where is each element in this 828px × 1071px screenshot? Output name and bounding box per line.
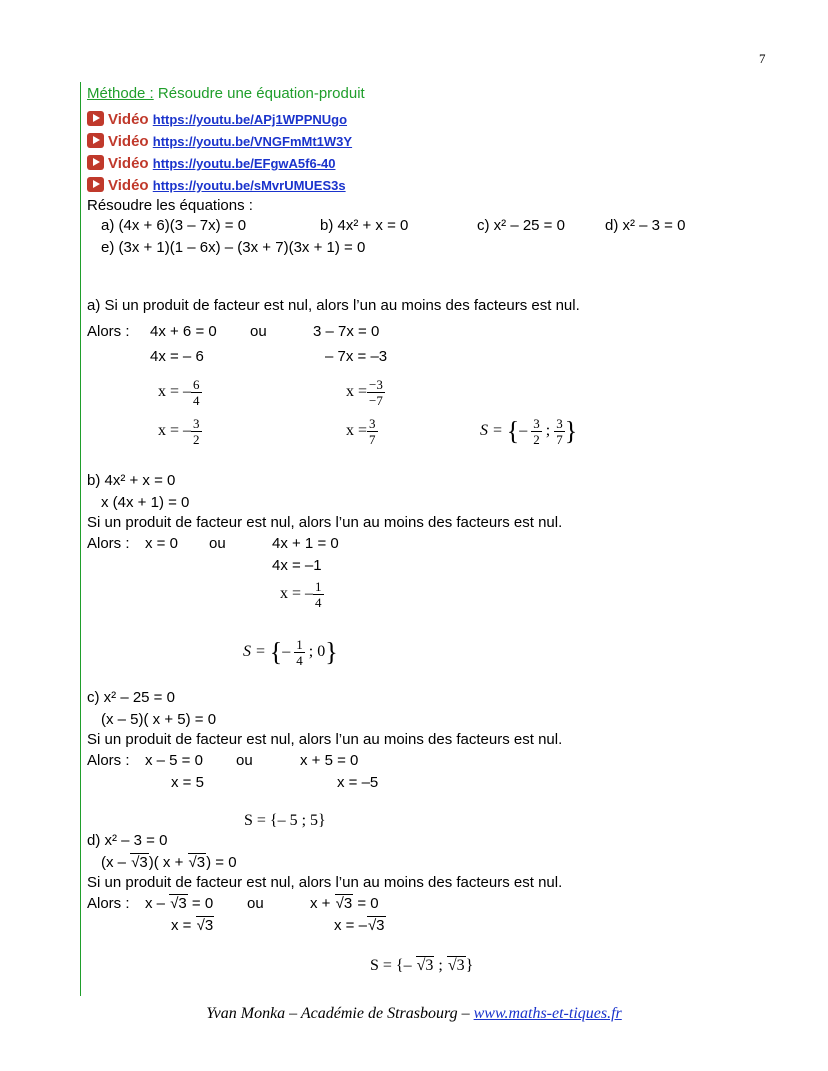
statement-d: d) x² – 3 = 0 — [605, 217, 686, 234]
c-right-1: x + 5 = 0 — [300, 752, 359, 769]
video-row-4[interactable] — [87, 177, 346, 195]
denominator: 2 — [193, 431, 200, 447]
brace-open-icon: { — [506, 416, 520, 446]
c-right-2: x = –5 — [337, 774, 379, 791]
play-icon — [87, 155, 104, 170]
d-right-2 — [334, 917, 386, 935]
fraction — [313, 579, 324, 610]
d-right-1-part: x + — [310, 895, 335, 912]
d-factored-part: (x – — [101, 854, 131, 871]
video-link-2[interactable]: https://youtu.be/VNGFmMt1W3Y — [152, 134, 353, 149]
minus-sign: – — [282, 643, 291, 660]
c-title: c) x² – 25 = 0 — [87, 689, 175, 706]
a-left-3 — [158, 372, 202, 412]
denominator: 4 — [315, 594, 322, 610]
d-factored-part: )( x + — [148, 854, 188, 871]
denominator: 4 — [296, 652, 303, 668]
play-icon — [87, 111, 104, 126]
d-right-2-part: x = – — [334, 917, 367, 934]
d-factored-part: ) = 0 — [206, 854, 237, 871]
denominator: 2 — [533, 431, 540, 447]
video-row-3[interactable] — [87, 155, 335, 173]
page-number: 7 — [759, 51, 766, 66]
denominator: 7 — [369, 431, 376, 447]
sqrt-three: √3 — [131, 854, 148, 871]
play-icon — [87, 133, 104, 148]
method-title: Résoudre une équation-produit — [157, 85, 365, 102]
footer-link[interactable]: www.maths-et-tiques.fr — [473, 1005, 622, 1022]
d-factored — [101, 854, 237, 872]
rule-c: Si un produit de facteur est nul, alors l’un au moins des facteurs est nul. — [87, 731, 563, 748]
method-heading — [87, 85, 365, 103]
alors-d: Alors : — [87, 895, 130, 912]
video-label: Vidéo — [108, 155, 149, 172]
b-right-3 — [280, 574, 324, 614]
video-label: Vidéo — [108, 177, 149, 194]
brace-open-icon: { — [269, 637, 283, 667]
b-right-2: 4x = –1 — [272, 557, 322, 574]
d-right-1-part: = 0 — [353, 895, 379, 912]
fraction — [367, 377, 385, 408]
solution-part: ; — [434, 957, 447, 974]
denominator: 7 — [556, 431, 563, 447]
minus-sign: – — [519, 422, 528, 439]
c-left-2: x = 5 — [171, 774, 204, 791]
d-right-1 — [310, 895, 379, 913]
numerator: 6 — [193, 376, 200, 392]
a-left-2: 4x = – 6 — [150, 348, 204, 365]
solution-part: S = {– — [370, 957, 416, 974]
video-row-2[interactable] — [87, 133, 352, 151]
video-link-3[interactable]: https://youtu.be/EFgwA5f6-40 — [152, 156, 336, 171]
sqrt-three: √3 — [170, 895, 187, 912]
sqrt-three: √3 — [367, 917, 385, 934]
a-left-4-label: x = – — [158, 422, 192, 439]
video-label: Vidéo — [108, 133, 149, 150]
video-row-1[interactable] — [87, 111, 347, 129]
d-title: d) x² – 3 = 0 — [87, 832, 168, 849]
b-right-1: 4x + 1 = 0 — [272, 535, 339, 552]
sqrt-three: √3 — [416, 957, 434, 974]
c-left-1: x – 5 = 0 — [145, 752, 203, 769]
or-d: ou — [247, 895, 264, 912]
b-right-3-label: x = – — [280, 585, 314, 602]
d-left-1-part: x – — [145, 895, 170, 912]
a-left-4 — [158, 411, 202, 451]
numerator: 3 — [533, 415, 540, 431]
numerator: 3 — [556, 415, 563, 431]
a-left-3-label: x = – — [158, 383, 192, 400]
solution-a — [480, 411, 577, 451]
video-label: Vidéo — [108, 111, 149, 128]
sqrt-three: √3 — [196, 917, 214, 934]
d-left-1-part: = 0 — [187, 895, 214, 912]
brace-close-icon: } — [564, 416, 578, 446]
a-left-1: 4x + 6 = 0 — [150, 323, 217, 340]
method-prefix: Méthode : — [87, 85, 154, 102]
a-right-4 — [346, 411, 378, 451]
statement-e: e) (3x + 1)(1 – 6x) – (3x + 7)(3x + 1) = 0 — [101, 239, 366, 256]
a-right-2: – 7x = –3 — [325, 348, 388, 365]
numerator: −3 — [369, 376, 383, 392]
or-b: ou — [209, 535, 226, 552]
b-left-1: x = 0 — [145, 535, 178, 552]
fraction — [294, 637, 305, 668]
a-right-3 — [346, 372, 385, 412]
solution-prefix: S = — [243, 643, 266, 660]
brace-close-icon: } — [325, 637, 338, 667]
sqrt-three: √3 — [447, 957, 465, 974]
numerator: 3 — [193, 415, 200, 431]
numerator: 1 — [315, 578, 322, 594]
d-left-1 — [145, 895, 213, 913]
statement-a: a) (4x + 6)(3 – 7x) = 0 — [101, 217, 247, 234]
fraction — [531, 416, 542, 447]
sqrt-three: √3 — [188, 854, 206, 871]
a-right-1: 3 – 7x = 0 — [313, 323, 380, 340]
solution-part: } — [465, 957, 474, 974]
fraction — [191, 377, 202, 408]
statement-b: b) 4x² + x = 0 — [320, 217, 409, 234]
fraction — [554, 416, 565, 447]
instruction: Résoudre les équations : — [87, 197, 253, 214]
numerator: 3 — [369, 415, 376, 431]
denominator: −7 — [369, 392, 383, 408]
margin-rule — [80, 82, 81, 996]
fraction — [191, 416, 202, 447]
a-right-4-label: x = — [346, 422, 368, 439]
separator: ; — [545, 422, 551, 439]
denominator: 4 — [193, 392, 200, 408]
c-factored: (x – 5)( x + 5) = 0 — [101, 711, 217, 728]
rule-a: a) Si un produit de facteur est nul, alors l’un au moins des facteurs est nul. — [87, 297, 580, 314]
or-a: ou — [250, 323, 267, 340]
a-right-3-label: x = — [346, 383, 368, 400]
d-left-2 — [171, 917, 214, 935]
rule-b: Si un produit de facteur est nul, alors l’un au moins des facteurs est nul. — [87, 514, 563, 531]
footer-text: Yvan Monka – Académie de Strasbourg – — [206, 1005, 474, 1022]
video-link-1[interactable]: https://youtu.be/APj1WPPNUgo — [152, 112, 348, 127]
statement-c: c) x² – 25 = 0 — [477, 217, 565, 234]
solution-b — [243, 632, 338, 672]
d-left-2-part: x = — [171, 917, 196, 934]
footer — [0, 1005, 828, 1023]
video-link-4[interactable]: https://youtu.be/sMvrUMUES3s — [152, 178, 346, 193]
alors-b: Alors : — [87, 535, 130, 552]
play-icon — [87, 177, 104, 192]
b-title: b) 4x² + x = 0 — [87, 472, 176, 489]
rule-d: Si un produit de facteur est nul, alors l’un au moins des facteurs est nul. — [87, 874, 563, 891]
alors-a: Alors : — [87, 323, 130, 340]
solution-d — [370, 957, 473, 975]
or-c: ou — [236, 752, 253, 769]
solution-prefix: S = — [480, 422, 503, 439]
solution-c: S = {– 5 ; 5} — [244, 812, 326, 829]
alors-c: Alors : — [87, 752, 130, 769]
fraction — [367, 416, 378, 447]
solution-tail: ; 0 — [308, 643, 326, 660]
b-factored: x (4x + 1) = 0 — [101, 494, 190, 511]
sqrt-three: √3 — [335, 895, 353, 912]
numerator: 1 — [296, 636, 303, 652]
